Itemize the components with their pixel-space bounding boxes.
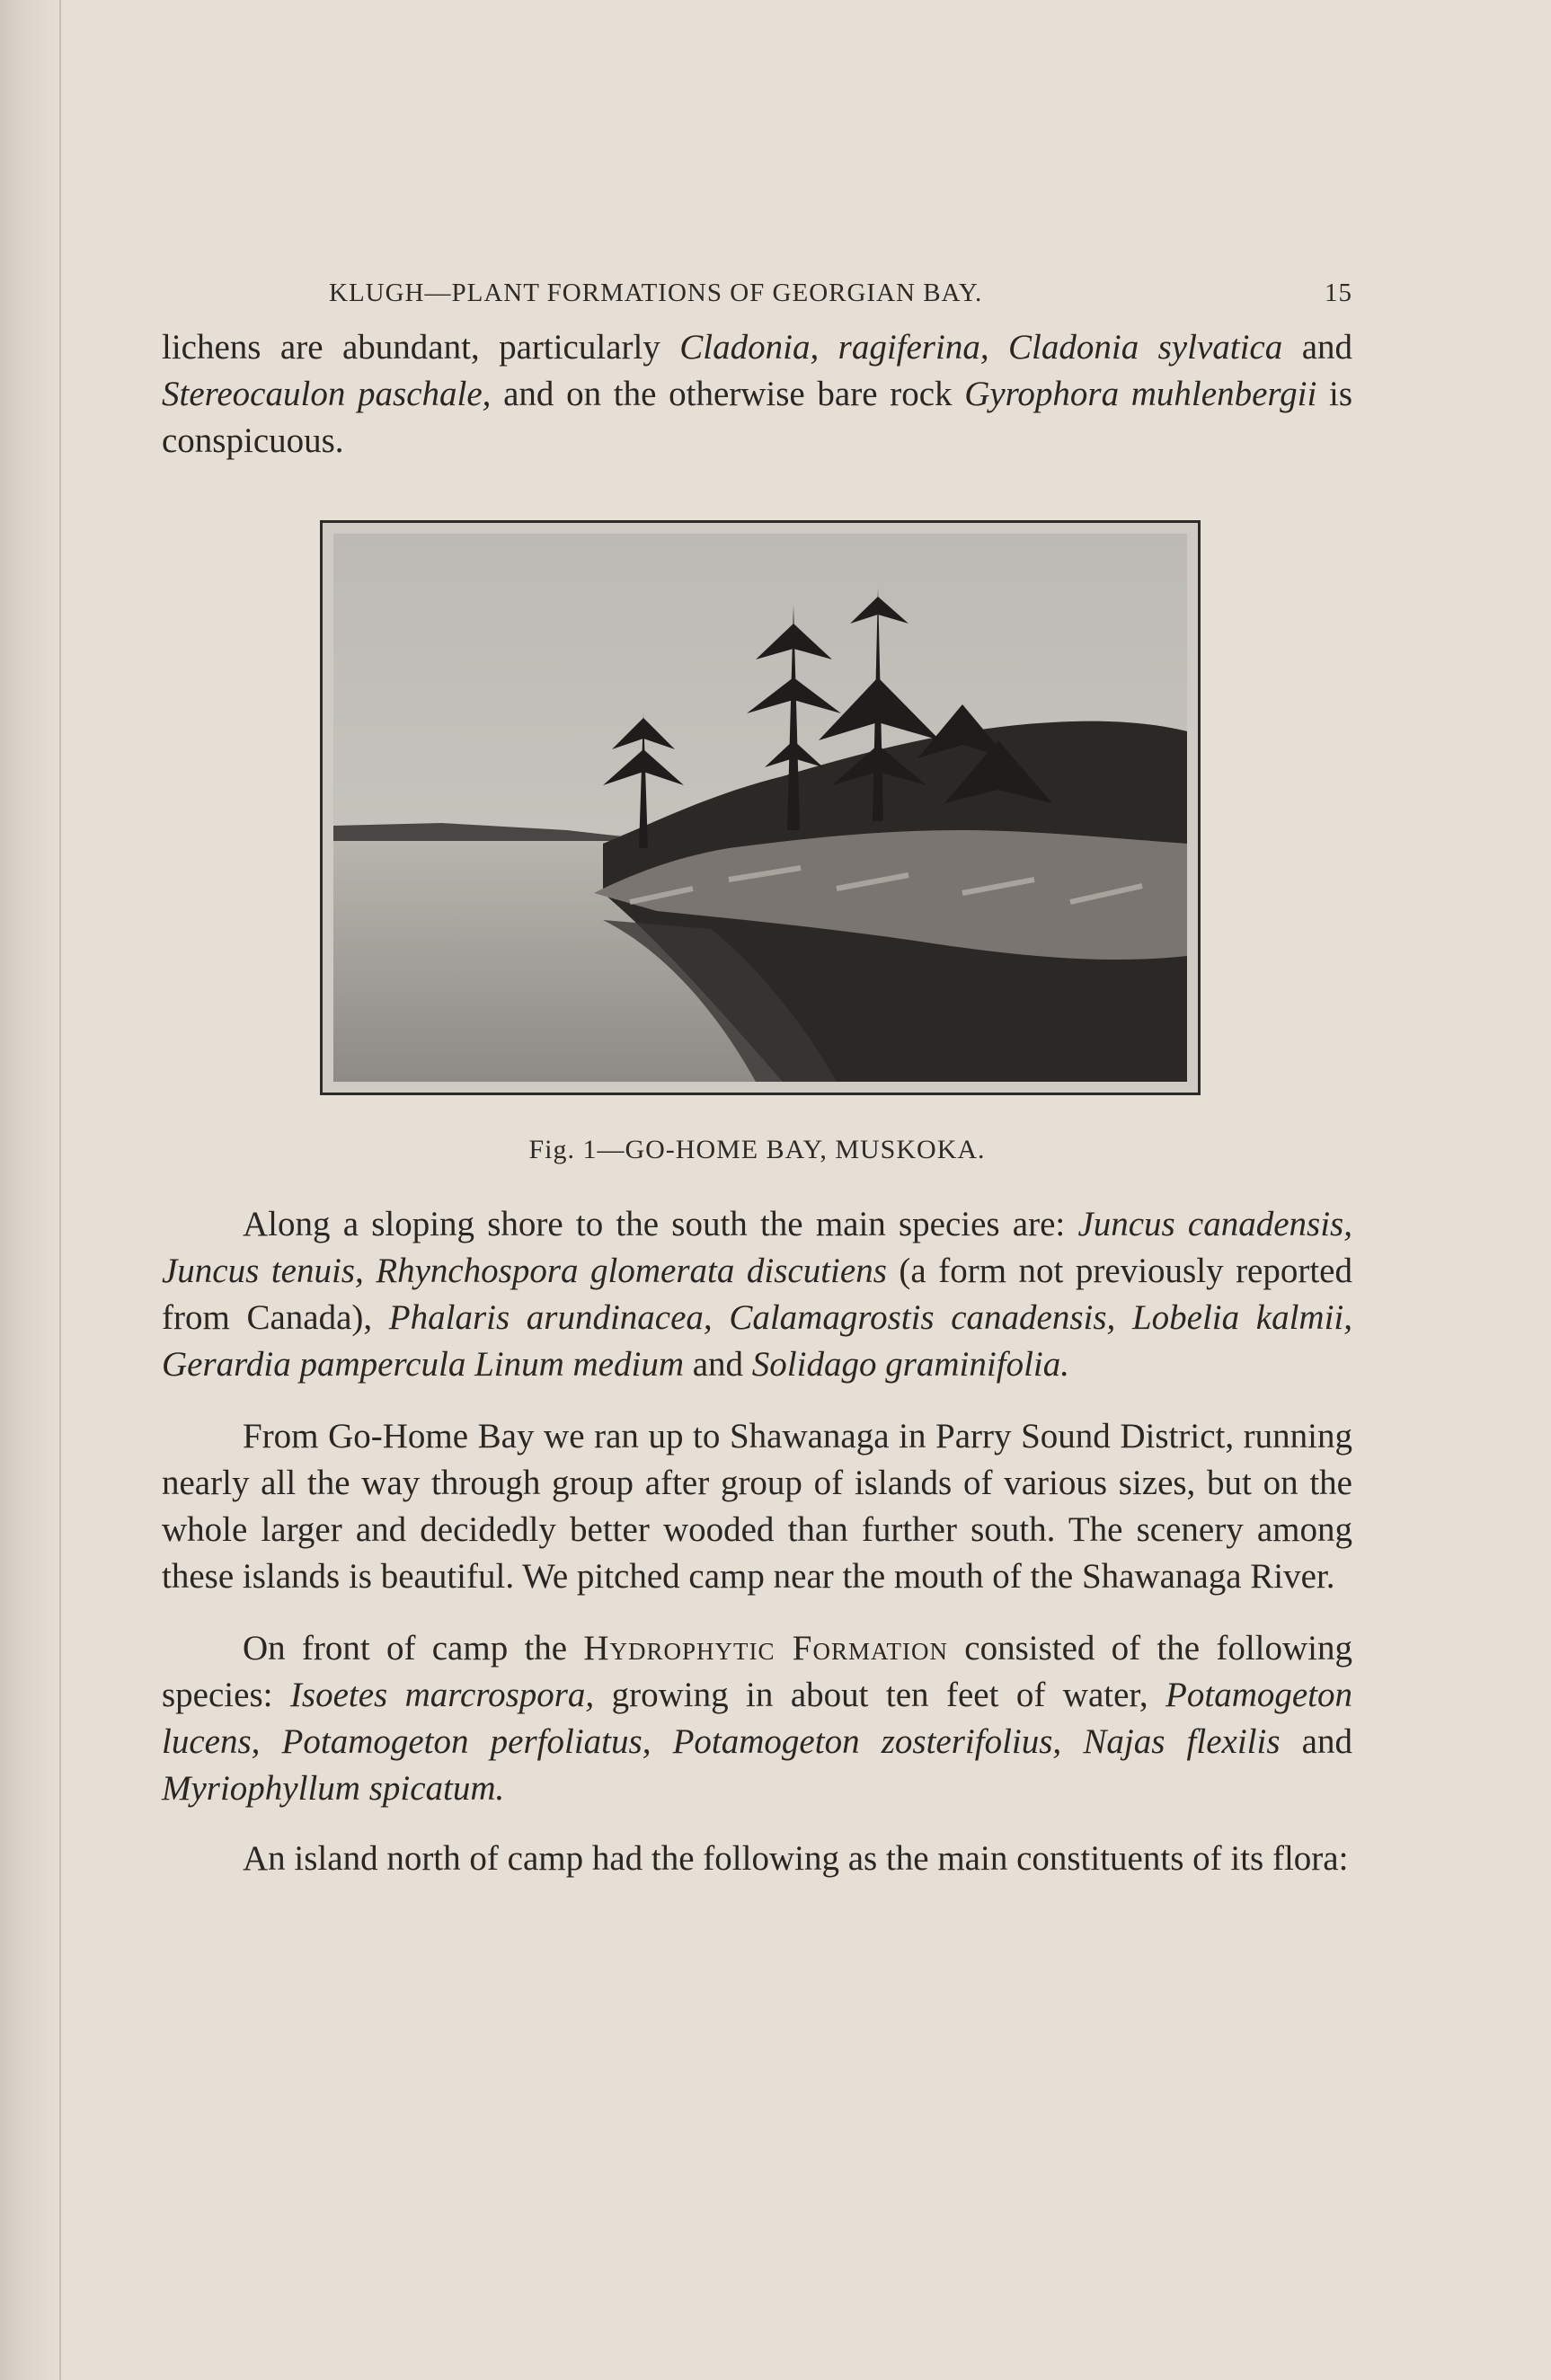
gutter-line [59,0,61,2380]
figure-photo-frame [320,520,1201,1095]
paragraph-island-flora: An island north of camp had the following as the main constituents of its flora: [243,1839,1349,1878]
page-edge-shadow [0,0,63,2380]
running-head [162,279,1352,308]
paragraph-shawanaga: From Go-Home Bay we ran up to Shawanaga in Parry Sound District, running nearly all the way through group after group of islands of various sizes, but on the whole larger and decidedly better wooded than further south. The scenery among these islands is beautiful. We pitched camp near the mouth of the Shawanaga River. [162,1417,1352,1596]
text-column [162,279,1352,1882]
figure-caption: Fig. 1—GO-HOME BAY, MUSKOKA. [528,1135,986,1164]
figure-photo-go-home-bay [333,534,1187,1082]
running-head-title: KLUGH—PLANT FORMATIONS OF GEORGIAN BAY. [329,279,983,307]
paragraph-sloping-shore: Along a sloping shore to the south the main species are: Juncus canadensis, Juncus tenuis, Rhynchospora glomerata discutiens (a form not previously reported from Canada), Phalaris arundinacea, Calamagrostis canadensis, Lobelia kalmii, Gerardia pampercula Linum medium and Solidago graminifolia. [162,1205,1352,1384]
page-number: 15 [1325,279,1352,307]
paragraph-hydrophytic: On front of camp the Hydrophytic Formation consisted of the following species: Isoetes marcrospora, growing in about ten feet of water, Potamogeton lucens, Potamogeton perfoliatus, Potamogeton zosterifolius, Najas flexilis and Myriophyllum spicatum. [162,1629,1352,1808]
paragraph-lichens: lichens are abundant, particularly Cladonia, ragiferina, Cladonia sylvatica and Stereocaulon paschale, and on the otherwise bare rock Gyrophora muhlenbergii is conspicuous. [162,328,1352,460]
